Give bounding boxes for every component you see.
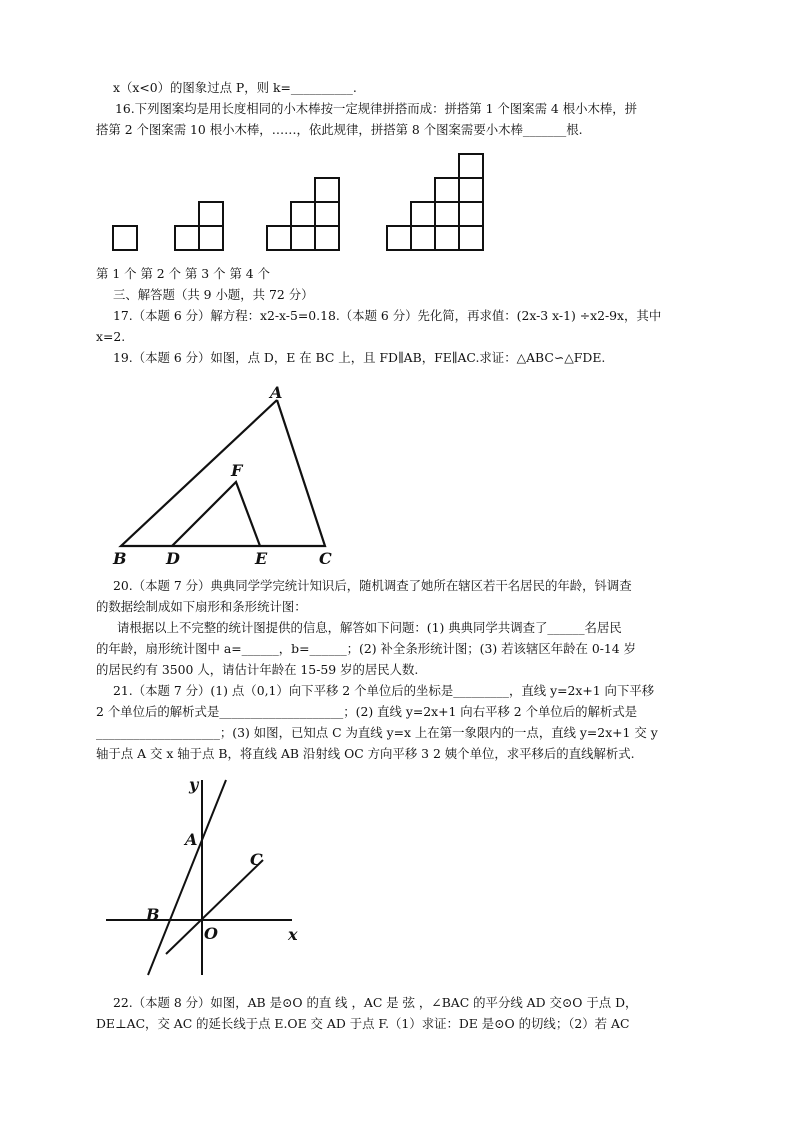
label-y: y: [189, 775, 199, 794]
pattern-3: [267, 178, 339, 250]
label-x: x: [288, 925, 298, 944]
question-16: 16.下列图案均是用长度相同的小木棒按一定规律拼搭而成：拼搭第 1 个图案需 4 根小木棒，拼: [115, 101, 638, 116]
question-21: 21.（本题 7 分）(1) 点（0,1）向下平移 2 个单位后的坐标是_________，直线 y=2x+1 向下平移: [113, 683, 655, 698]
triangle-abc: [121, 400, 325, 546]
label-c: C: [319, 549, 332, 568]
pattern-4: [387, 154, 483, 250]
label-b: B: [146, 905, 160, 924]
matchstick-patterns-figure: [100, 140, 500, 258]
text-line: 的居民约有 3500 人，请估计年龄在 15-59 岁的居民人数.: [96, 662, 419, 677]
label-d: D: [166, 549, 180, 568]
question-17-18: 17.（本题 6 分）解方程：x2-x-5=0.18.（本题 6 分）先化简，再求值：(2x-3 x-1) ÷x2-9x，其中: [113, 308, 662, 323]
text-line: x=2.: [96, 329, 126, 344]
text-line: x（x<0）的图象过点 P，则 k=__________.: [113, 80, 357, 95]
label-b: B: [113, 549, 127, 568]
label-a: A: [270, 383, 283, 402]
coordinate-figure: [100, 770, 310, 980]
label-c: C: [250, 850, 263, 869]
text-line: DE⊥AC，交 AC 的延长线于点 E.OE 交 AD 于点 F.（1）求证：DE 是⊙O 的切线；（2）若 AC: [96, 1016, 630, 1031]
label-a: A: [185, 830, 198, 849]
text-line: 请根据以上不完整的统计图提供的信息，解答如下问题：(1) 典典同学共调查了______名居民: [117, 620, 622, 635]
triangle-fde: [172, 482, 260, 546]
triangle-figure: [105, 378, 345, 573]
section-heading: 三、解答题（共 9 小题，共 72 分）: [113, 287, 314, 302]
text-line: 2 个单位后的解析式是____________________；(2) 直线 y=2x+1 向右平移 2 个单位后的解析式是: [96, 704, 638, 719]
text-line: ____________________；(3) 如图，已知点 C 为直线 y=x 上在第一象限内的一点，直线 y=2x+1 交 y: [96, 725, 658, 740]
question-19: 19.（本题 6 分）如图，点 D，E 在 BC 上，且 FD∥AB，FE∥AC.求证：△ABC∽△FDE.: [113, 350, 606, 365]
text-line: 轴于点 A 交 x 轴于点 B，将直线 AB 沿射线 OC 方向平移 3 2 姨个单位，求平移后的直线解析式.: [96, 746, 635, 761]
pattern-2: [175, 202, 223, 250]
question-20: 20.（本题 7 分）典典同学学完统计知识后，随机调查了她所在辖区若干名居民的年龄，钭调查: [113, 578, 632, 593]
label-e: E: [255, 549, 268, 568]
question-22: 22.（本题 8 分）如图，AB 是⊙O 的直 线 ，AC 是 弦 ，∠BAC 的平分线 AD 交⊙O 于点 D，: [113, 995, 638, 1010]
label-f: F: [231, 461, 243, 480]
pattern-1: [113, 226, 137, 250]
label-o: O: [204, 924, 218, 943]
pattern-captions: 第 1 个 第 2 个 第 3 个 第 4 个: [96, 266, 270, 281]
text-line: 搭第 2 个图案需 10 根小木棒，……，依此规律，拼搭第 8 个图案需要小木棒_______根.: [96, 122, 583, 137]
line-ab: [148, 780, 226, 975]
text-line: 的数据绘制成如下扇形和条形统计图：: [96, 599, 307, 614]
text-line: 的年龄，扇形统计图中 a=______，b=______；(2) 补全条形统计图；(3) 若该辖区年龄在 0-14 岁: [96, 641, 636, 656]
